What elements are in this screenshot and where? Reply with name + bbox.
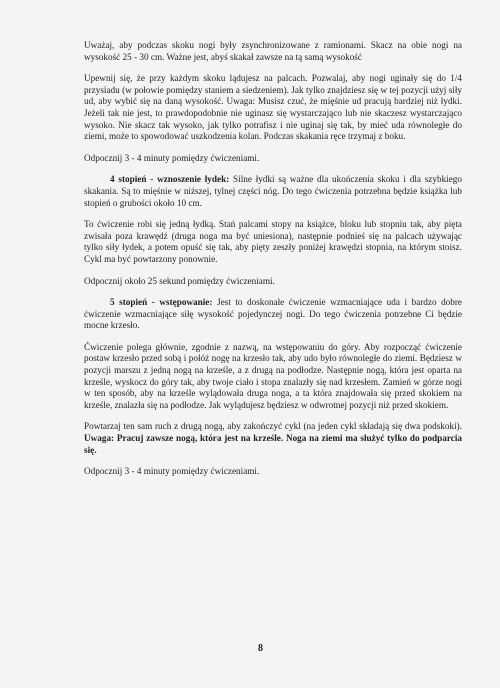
repeat-warning: Uwaga: Pracuj zawsze nogą, która jest na krześle. Noga na ziemi ma służyć tylko do podparcia się. — [84, 433, 462, 455]
rest-note-2: Odpocznij około 25 sekund pomiędzy ćwiczeniami. — [84, 275, 275, 286]
repeat-instruction — [84, 421, 462, 456]
step-4-text: Silne łydki są ważne dla ukończenia skoku i dla szybkiego skakania. Są to mięśnie w niższej, tylnej części nóg. Do tego ćwiczenia potrzebna będzie książka lub stopień o grubości około 10 cm. — [84, 174, 462, 208]
rest-note-1: Odpocznij 3 - 4 minuty pomiędzy ćwiczeniami. — [84, 152, 260, 163]
step-5-text: Jest to doskonałe ćwiczenie wzmacniające uda i bardzo dobre ćwiczenie wzmacniające siłę wysokość pojedynczej nogi. Do tego ćwiczenia potrzebne Ci będzie mocne krzesło. — [84, 297, 463, 331]
step-5-heading: 5 stopień - wstępowanie: — [110, 297, 213, 308]
rest-note-3: Odpocznij 3 - 4 minuty pomiędzy ćwiczeniami. — [84, 466, 260, 477]
step-5-description: Ćwiczenie polega głównie, zgodnie z nazwą, na wstępowaniu do góry. Aby rozpocząć ćwiczenie postaw krzesło przed sobą i połóż nogę na krzesło tak, aby udo było równoległe do ziemi. Będziesz w pozycji marszu z jedną nogą na krześle, a z drugą na podłodze. Następnie nogą, która jest oparta na krześle, wyskocz do góry tak, aby twoje ciało i stopa znalazły się nad krzesłem. Zamień w górze nogi w ten sposób, aby na krześle wylądowała druga noga, a ta która znajdowała się przed skokiem na krześle, znalazła się na podłodze. Jak wylądujesz będziesz w odwrotnej pozycji niż przed skokiem. — [84, 341, 462, 410]
paragraph-sync-jump: Uważaj, aby podczas skoku nogi były zsynchronizowane z ramionami. Skacz na obie nogi na wysokość 25 - 30 cm. Ważne jest, abyś skakał zawsze na tą samą wysokość — [84, 40, 462, 62]
step-4-intro — [84, 174, 462, 209]
step-4-description: To ćwiczenie robi się jedną łydką. Stań palcami stopy na książce, bloku lub stopniu tak, aby pięta zwisała poza krawędź (druga noga ma być uniesiona), następnie podnieś się na palcach używając tylko siły łydek, a potem opuść się tak, aby pięty zeszły poniżej krawędzi stopnia, na którym stoisz. Cykl ma być powtarzony ponownie. — [84, 219, 462, 264]
document-body — [84, 40, 462, 488]
step-4-heading: 4 stopień - wznoszenie łydek: — [110, 174, 230, 185]
page-number: 8 — [258, 643, 263, 654]
paragraph-landing-technique: Upewnij się, że przy każdym skoku lądujesz na palcach. Pozwalaj, aby nogi uginały się do 1/4 przysiadu (w połowie pomiędzy staniem a siedzeniem). Jak tylko znajdziesz się w tej pozycji użyj siły ud, aby wybić się na daną wysokość. Uwaga: Musisz czuć, że mięśnie ud pracują bardziej niż łydki. Jeżeli tak nie jest, to prawdopodobnie nie uginasz się wystarczająco lub nie skaczesz wystarczająco wysoko. Nie skacz tak wysoko, jak tylko potrafisz i nie uginaj się tak, by mieć uda równoległe do ziemi, może to spowodować uszkodzenia kolan. Podczas skakania ręce trzymaj z boku. — [84, 73, 462, 142]
step-5-intro — [84, 297, 462, 332]
repeat-text: Powtarzaj ten sam ruch z drugą nogą, aby zakończyć cykl (na jeden cykl składają się dwa podskoki). — [84, 421, 462, 432]
